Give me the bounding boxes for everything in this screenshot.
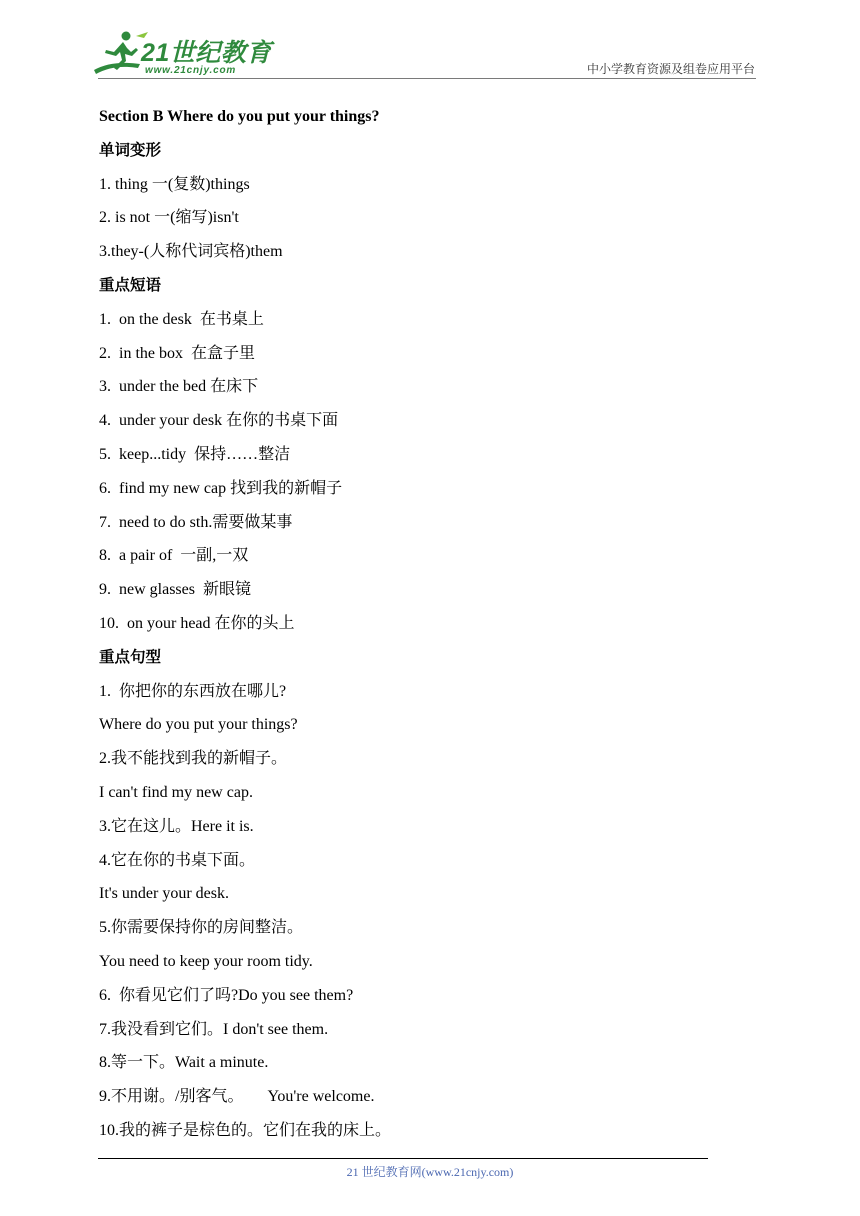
logo-text: 21世纪教育 bbox=[141, 39, 272, 67]
text-line: 2.我不能找到我的新帽子。 bbox=[99, 750, 288, 768]
text-line: 10. on your head 在你的头上 bbox=[99, 614, 295, 632]
site-logo[interactable] bbox=[92, 30, 272, 80]
text-line: 1. 你把你的东西放在哪儿? bbox=[99, 682, 287, 700]
text-line: 2. in the box 在盒子里 bbox=[99, 344, 255, 362]
logo-url: www.21cnjy.com bbox=[145, 65, 237, 76]
text-line: 4. under your desk 在你的书桌下面 bbox=[99, 412, 339, 430]
text-line: 6. 你看见它们了吗?Do you see them? bbox=[99, 986, 354, 1004]
text-line: 10.我的裤子是棕色的。它们在我的床上。 bbox=[99, 1121, 392, 1139]
text-line: It's under your desk. bbox=[99, 885, 229, 903]
text-line: 2. is not 一(缩写)isn't bbox=[99, 209, 239, 227]
text-line: 1. thing 一(复数)things bbox=[99, 175, 250, 193]
document-body bbox=[99, 100, 759, 1148]
document-title: Section B Where do you put your things? bbox=[99, 108, 380, 125]
text-line: Where do you put your things? bbox=[99, 716, 298, 734]
header-divider bbox=[98, 78, 756, 79]
section-heading: 单词变形 bbox=[99, 140, 162, 159]
text-line: 5.你需要保持你的房间整洁。 bbox=[99, 919, 304, 937]
section-heading: 重点短语 bbox=[99, 275, 162, 294]
text-line: 3.they-(人称代词宾格)them bbox=[99, 243, 283, 261]
text-line: I can't find my new cap. bbox=[99, 783, 253, 801]
footer-link[interactable]: 21 世纪教育网(www.21cnjy.com) bbox=[346, 1165, 514, 1179]
text-line: 4.它在你的书桌下面。 bbox=[99, 851, 256, 869]
text-line: 9. new glasses 新眼镜 bbox=[99, 581, 251, 599]
text-line: 5. keep...tidy 保持……整洁 bbox=[99, 445, 291, 463]
page-header bbox=[0, 0, 860, 80]
text-line: 3. under the bed 在床下 bbox=[99, 378, 259, 396]
footer-divider bbox=[98, 1158, 708, 1159]
text-line: 7.我没看到它们。I don't see them. bbox=[99, 1020, 329, 1038]
text-line: 7. need to do sth.需要做某事 bbox=[99, 513, 293, 531]
text-line: 9.不用谢。/别客气。 You're welcome. bbox=[99, 1088, 375, 1106]
text-line: 6. find my new cap 找到我的新帽子 bbox=[99, 479, 343, 497]
text-line: 8. a pair of 一副,一双 bbox=[99, 547, 249, 565]
text-line: You need to keep your room tidy. bbox=[99, 952, 313, 970]
text-line: 3.它在这儿。Here it is. bbox=[99, 817, 254, 835]
text-line: 8.等一下。Wait a minute. bbox=[99, 1054, 269, 1072]
header-tagline: 中小学教育资源及组卷应用平台 bbox=[586, 62, 755, 76]
section-heading: 重点句型 bbox=[99, 647, 162, 666]
text-line: 1. on the desk 在书桌上 bbox=[99, 310, 264, 328]
